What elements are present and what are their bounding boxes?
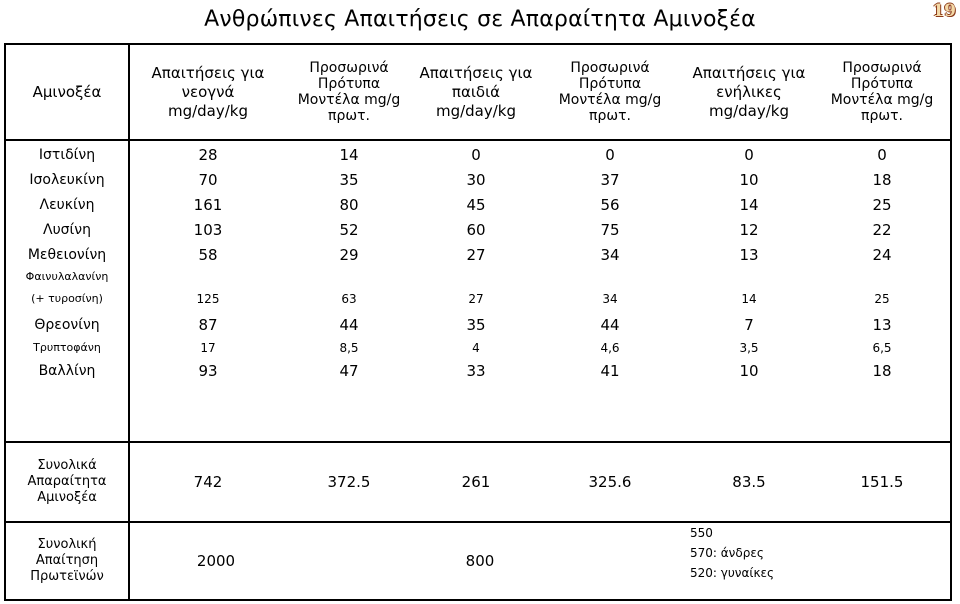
- table-cell: 30: [466, 171, 486, 189]
- table-cell: 13: [872, 316, 892, 334]
- protein-children: 800: [465, 552, 495, 570]
- table-cell: 0: [605, 146, 615, 164]
- column-header-line: Μοντέλα mg/g: [297, 92, 401, 108]
- column-header-line: Προσωρινά: [570, 60, 650, 76]
- amino-acid-name: Θρεονίνη: [34, 317, 100, 333]
- total-value: 151.5: [860, 473, 904, 491]
- table-cell: 87: [198, 316, 218, 334]
- table-cell: 44: [339, 316, 359, 334]
- protein-adults: [678, 523, 822, 599]
- table-cell: 14: [739, 196, 759, 214]
- amino-acids-header: Αμινοξέα: [32, 82, 102, 101]
- column-header: [540, 45, 680, 139]
- table-cell: 29: [339, 246, 359, 264]
- column-divider: [128, 45, 130, 599]
- column-header-line: Απαιτήσεις για: [692, 63, 806, 82]
- column-header-line: Απαιτήσεις για: [151, 63, 265, 82]
- total-essential-label-line: Απαραίτητα: [27, 474, 107, 489]
- table-cell: 10: [739, 362, 759, 380]
- column-header: [406, 45, 546, 139]
- table-cell: 27: [466, 246, 486, 264]
- amino-acid-name: Τρυπτοφάνη: [33, 341, 101, 354]
- table-cell: 70: [198, 171, 218, 189]
- table-cell: 25: [872, 196, 892, 214]
- column-header-line: Προσωρινά: [309, 60, 389, 76]
- column-header-line: Πρότυπα: [317, 76, 381, 92]
- table-cell: 7: [744, 316, 754, 334]
- column-header-line: Πρότυπα: [850, 76, 914, 92]
- table-cell: 4: [472, 341, 480, 355]
- table-cell: 18: [872, 171, 892, 189]
- total-essential-label-line: Αμινοξέα: [37, 490, 97, 505]
- amino-acid-name: Λυσίνη: [43, 222, 91, 238]
- slide-number: 19: [932, 1, 956, 21]
- column-header-line: νεογνά: [181, 82, 235, 101]
- table-cell: 63: [341, 292, 357, 306]
- table-cell: 58: [198, 246, 218, 264]
- column-header-line: πρωτ.: [589, 108, 631, 124]
- table-cell: 8,5: [339, 341, 359, 355]
- total-essential-label: [6, 443, 128, 521]
- table-cell: 41: [600, 362, 620, 380]
- column-header: [138, 45, 278, 139]
- column-header-line: πρωτ.: [328, 108, 370, 124]
- column-header-line: Μοντέλα mg/g: [830, 92, 934, 108]
- table-cell: 22: [872, 221, 892, 239]
- total-value: 83.5: [732, 473, 766, 491]
- amino-acid-name: Μεθειονίνη: [27, 247, 107, 263]
- header-divider: [6, 139, 950, 141]
- total-essential-label-line: Συνολικά: [37, 458, 97, 473]
- table-cell: 18: [872, 362, 892, 380]
- column-header: [812, 45, 952, 139]
- amino-acid-name: Ιστιδίνη: [38, 147, 96, 163]
- column-header-line: mg/day/kg: [167, 101, 249, 120]
- table-cell: 34: [602, 292, 618, 306]
- total-protein-label-line: Απαίτηση: [35, 553, 99, 568]
- amino-acid-name: Βαλλίνη: [38, 363, 96, 379]
- column-header-line: Προσωρινά: [842, 60, 922, 76]
- table-cell: 52: [339, 221, 359, 239]
- table-cell: 14: [339, 146, 359, 164]
- column-header: [279, 45, 419, 139]
- table-cell: 33: [466, 362, 486, 380]
- protein-adults-line: 550: [690, 526, 713, 540]
- column-header-line: παιδιά: [451, 82, 501, 101]
- table-cell: 44: [600, 316, 620, 334]
- table-cell: 13: [739, 246, 759, 264]
- amino-acid-name: Φαινυλαλανίνη: [25, 270, 109, 283]
- column-header-line: πρωτ.: [861, 108, 903, 124]
- column-header-line: Απαιτήσεις για: [419, 63, 533, 82]
- table-cell: 10: [739, 171, 759, 189]
- table-cell: 80: [339, 196, 359, 214]
- table-cell: 75: [600, 221, 620, 239]
- table-cell: 6,5: [872, 341, 892, 355]
- column-header-line: mg/day/kg: [435, 101, 517, 120]
- table-cell: 4,6: [600, 341, 620, 355]
- total-protein-label: [6, 523, 128, 599]
- column-header-line: ενήλικες: [716, 82, 782, 101]
- total-protein-label-line: Πρωτεϊνών: [30, 569, 104, 584]
- table-cell: 3,5: [739, 341, 759, 355]
- amino-acid-name: Λευκίνη: [39, 197, 95, 213]
- table-cell: 35: [339, 171, 359, 189]
- table-cell: 28: [198, 146, 218, 164]
- column-header-line: Μοντέλα mg/g: [558, 92, 662, 108]
- protein-adults-line: 570: άνδρες: [690, 546, 764, 560]
- table-cell: 25: [874, 292, 890, 306]
- table-cell: 0: [471, 146, 481, 164]
- table-cell: 0: [744, 146, 754, 164]
- table-cell: 14: [741, 292, 757, 306]
- table-cell: 125: [196, 292, 220, 306]
- table-cell: 37: [600, 171, 620, 189]
- amino-acid-requirements-table: [4, 43, 952, 601]
- protein-adults-line: 520: γυναίκες: [690, 566, 775, 580]
- total-protein-label-line: Συνολική: [37, 537, 97, 552]
- total-value: 261: [461, 473, 491, 491]
- table-cell: 56: [600, 196, 620, 214]
- table-cell: 27: [468, 292, 484, 306]
- table-cell: 34: [600, 246, 620, 264]
- table-cell: 45: [466, 196, 486, 214]
- table-cell: 35: [466, 316, 486, 334]
- table-cell: 12: [739, 221, 759, 239]
- total-value: 742: [193, 473, 223, 491]
- table-cell: 17: [200, 341, 216, 355]
- table-cell: 103: [193, 221, 223, 239]
- column-header-line: mg/day/kg: [708, 101, 790, 120]
- slide-title: Ανθρώπινες Απαιτήσεις σε Απαραίτητα Αμινοξέα: [204, 7, 756, 32]
- column-header: [679, 45, 819, 139]
- column-header-line: Πρότυπα: [578, 76, 642, 92]
- table-cell: 47: [339, 362, 359, 380]
- table-cell: 0: [877, 146, 887, 164]
- amino-acid-name: Ισολευκίνη: [29, 172, 105, 188]
- total-value: 372.5: [327, 473, 371, 491]
- table-cell: 93: [198, 362, 218, 380]
- table-cell: 60: [466, 221, 486, 239]
- total-value: 325.6: [588, 473, 632, 491]
- protein-infants: 2000: [196, 552, 236, 570]
- table-cell: 24: [872, 246, 892, 264]
- amino-acid-name: (+ τυροσίνη): [31, 292, 103, 305]
- table-cell: 161: [193, 196, 223, 214]
